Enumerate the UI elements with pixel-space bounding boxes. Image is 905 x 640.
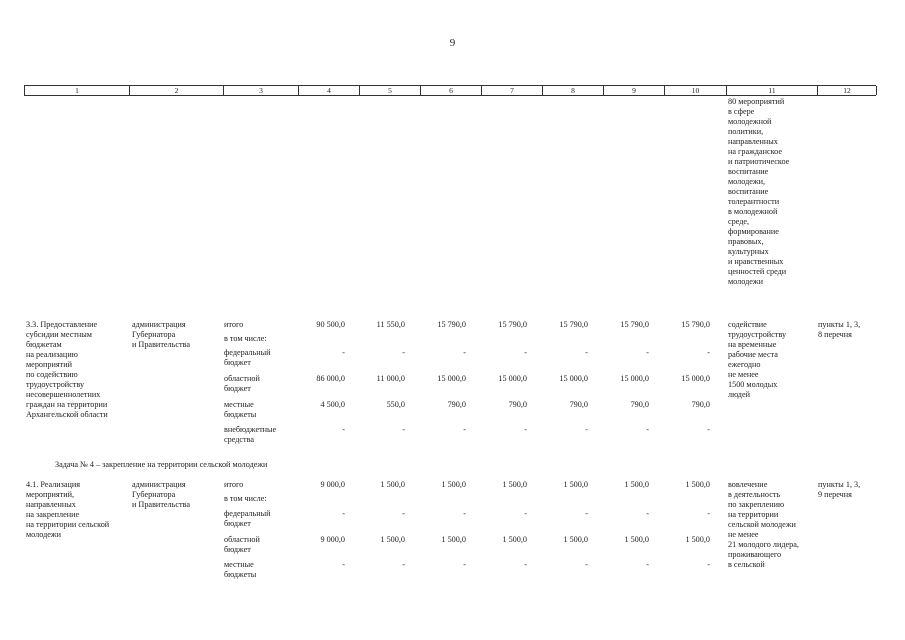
row-3-3-amount: 15 790,0 [498, 320, 527, 329]
row-3-3-amount: - [585, 348, 588, 357]
row-4-1-amount: - [402, 560, 405, 569]
row-4-1-amount: - [585, 560, 588, 569]
row-4-1-amount: - [707, 560, 710, 569]
row-3-3-amount: 15 790,0 [681, 320, 710, 329]
row-3-3-amount: 790,0 [630, 400, 649, 409]
row-4-1-amount: 9 000,0 [320, 480, 345, 489]
page-number: 9 [449, 37, 456, 49]
row-3-3-amount: - [646, 425, 649, 434]
row-3-3-amount: - [707, 425, 710, 434]
row-4-1-amount: 1 500,0 [624, 535, 649, 544]
row-4-1-amount: - [524, 509, 527, 518]
column-number-header [24, 85, 876, 96]
row-4-1-amount: 9 000,0 [320, 535, 345, 544]
row-4-1-amount: - [342, 509, 345, 518]
row-3-3-source-label: федеральный бюджет [224, 348, 271, 367]
header-col-10: 10 [664, 86, 726, 95]
row-4-1-source-label: местные бюджеты [224, 560, 257, 579]
row-3-3-source-label: внебюджетные средства [224, 425, 277, 444]
row-4-1-source-label: областной бюджет [224, 535, 260, 554]
row-4-1-amount: - [707, 509, 710, 518]
row-3-3-amount: 11 550,0 [376, 320, 405, 329]
row-4-1-amount: 1 500,0 [380, 535, 405, 544]
header-col-9: 9 [603, 86, 664, 95]
row-4-1-amount: - [524, 560, 527, 569]
row-3-3-source-label: в том числе: [224, 334, 267, 343]
row-3-3-source-label: областной бюджет [224, 374, 260, 393]
row-3-3-amount: - [707, 348, 710, 357]
row-4-1-amount: 1 500,0 [502, 480, 527, 489]
row-3-3-amount: 4 500,0 [320, 400, 345, 409]
row-4-1-amount: - [585, 509, 588, 518]
row-3-3-executor: администрация Губернатора и Правительства [132, 320, 190, 349]
row-3-3-result: содействие трудоустройству на временные рабочие места ежегодно не менее 1500 молодых людей [728, 320, 787, 399]
row-3-3-amount: 15 000,0 [559, 374, 588, 383]
row-3-3-amount: 550,0 [386, 400, 405, 409]
row-4-1-amount: 1 500,0 [563, 480, 588, 489]
row-3-3-amount: - [524, 425, 527, 434]
row-3-3-amount: - [463, 425, 466, 434]
row-4-1-executor: администрация Губернатора и Правительства [132, 480, 190, 509]
row-3-3-amount: 11 000,0 [376, 374, 405, 383]
row-4-1-amount: 1 500,0 [441, 480, 466, 489]
row-4-1-amount: 1 500,0 [685, 480, 710, 489]
continuation-result-text: 80 мероприятий в сфере молодежной политики, направленных на гражданское и патриотическое воспитание молодежи, воспитание толерантности в молодежной среде, формирование правовых, культурных и нравственных ценностей среди молодежи [728, 97, 790, 286]
row-4-1-amount: - [342, 560, 345, 569]
header-col-8: 8 [542, 86, 603, 95]
row-3-3-amount: 790,0 [569, 400, 588, 409]
row-4-1-amount: - [646, 509, 649, 518]
header-col-5: 5 [359, 86, 420, 95]
row-3-3-amount: - [342, 425, 345, 434]
header-col-4: 4 [298, 86, 359, 95]
row-3-3-amount: - [402, 348, 405, 357]
row-3-3-amount: 15 000,0 [437, 374, 466, 383]
row-3-3-amount: 15 000,0 [681, 374, 710, 383]
row-3-3-amount: 790,0 [691, 400, 710, 409]
row-4-1-amount: 1 500,0 [441, 535, 466, 544]
task-4-heading: Задача № 4 – закрепление на территории сельской молодежи [55, 460, 268, 469]
header-col-7: 7 [481, 86, 542, 95]
row-3-3-activity: 3.3. Предоставление субсидии местным бюджетам на реализацию мероприятий по содействию трудоустройству несовершеннолетних граждан на территории Архангельской области [26, 320, 108, 419]
row-3-3-amount: - [463, 348, 466, 357]
row-3-3-amount: - [524, 348, 527, 357]
row-3-3-source-label: местные бюджеты [224, 400, 257, 419]
row-3-3-amount: 790,0 [447, 400, 466, 409]
row-3-3-source-label: итого [224, 320, 244, 329]
header-col-3: 3 [223, 86, 298, 95]
row-4-1-source-label: в том числе: [224, 494, 267, 503]
header-col-11: 11 [726, 86, 817, 95]
row-4-1-source-label: федеральный бюджет [224, 509, 271, 528]
row-3-3-reference: пункты 1, 3, 8 перечня [818, 320, 861, 339]
header-col-6: 6 [420, 86, 481, 95]
row-3-3-amount: - [585, 425, 588, 434]
row-3-3-amount: - [402, 425, 405, 434]
row-3-3-amount: 15 000,0 [498, 374, 527, 383]
row-3-3-amount: 90 500,0 [316, 320, 345, 329]
row-3-3-amount: 15 790,0 [559, 320, 588, 329]
row-4-1-amount: 1 500,0 [563, 535, 588, 544]
row-4-1-result: вовлечение в деятельность по закреплению на территории сельской молодежи не менее 21 молодого лидера, проживающего в сельской [728, 480, 799, 569]
row-3-3-amount: - [342, 348, 345, 357]
row-4-1-amount: - [646, 560, 649, 569]
header-col-1: 1 [24, 86, 129, 95]
row-3-3-amount: 86 000,0 [316, 374, 345, 383]
header-col-2: 2 [129, 86, 223, 95]
row-3-3-amount: 15 000,0 [620, 374, 649, 383]
row-4-1-activity: 4.1. Реализация мероприятий, направленных на закрепление на территории сельской молодежи [26, 480, 110, 539]
row-4-1-amount: - [402, 509, 405, 518]
row-4-1-amount: - [463, 509, 466, 518]
row-4-1-amount: - [463, 560, 466, 569]
row-4-1-reference: пункты 1, 3, 9 перечня [818, 480, 861, 499]
header-col-12: 12 [817, 86, 877, 95]
row-3-3-amount: 15 790,0 [437, 320, 466, 329]
row-3-3-amount: 15 790,0 [620, 320, 649, 329]
row-4-1-amount: 1 500,0 [380, 480, 405, 489]
row-4-1-amount: 1 500,0 [624, 480, 649, 489]
row-4-1-source-label: итого [224, 480, 244, 489]
row-4-1-amount: 1 500,0 [685, 535, 710, 544]
row-4-1-amount: 1 500,0 [502, 535, 527, 544]
row-3-3-amount: 790,0 [508, 400, 527, 409]
row-3-3-amount: - [646, 348, 649, 357]
